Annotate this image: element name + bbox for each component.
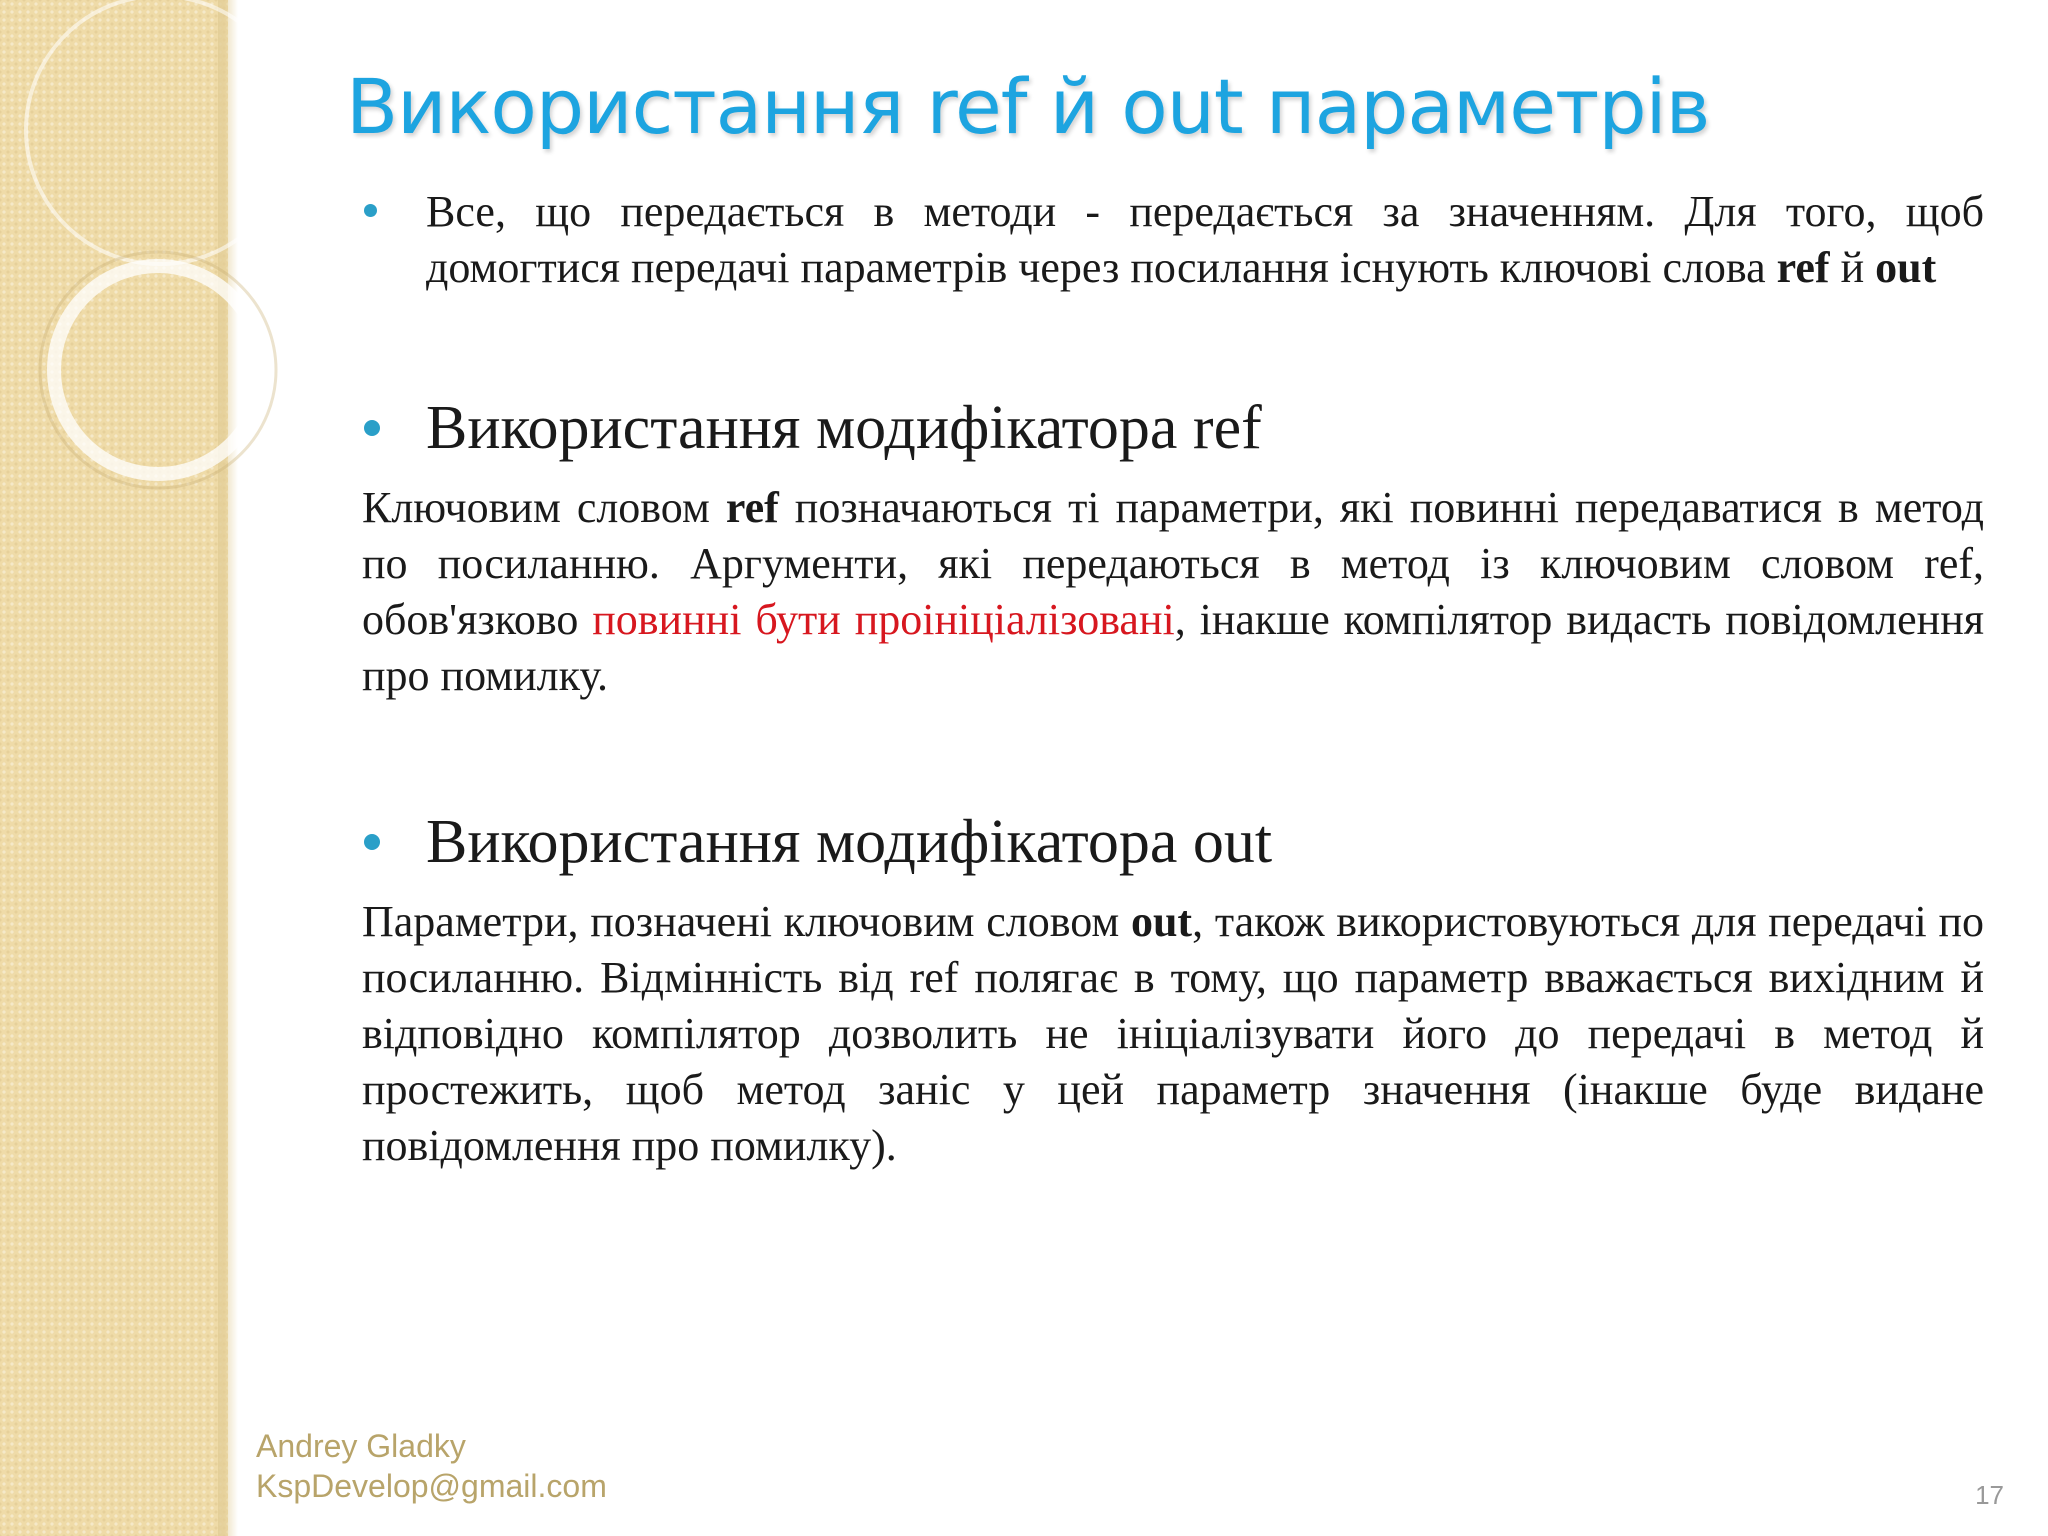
decorative-rings xyxy=(0,0,300,500)
ref-text-part1: Ключовим словом xyxy=(362,483,726,532)
page-number: 17 xyxy=(1975,1480,2004,1510)
ref-heading: Використання модифікатора ref xyxy=(426,394,1262,462)
ref-highlight: повинні бути проініціалізовані xyxy=(592,595,1175,644)
ref-description xyxy=(362,480,1984,704)
out-heading: Використання модифікатора out xyxy=(426,808,1273,876)
slide-content xyxy=(362,184,1984,1174)
out-keyword: out xyxy=(1130,897,1193,946)
slide-title: Використання ref й out параметрів xyxy=(346,62,1710,151)
footer-author: Andrey Gladky xyxy=(256,1428,466,1464)
bullet-dot-icon xyxy=(364,834,380,850)
out-text-part2: , також використовуються для передачі по посиланню. Відмінність від ref полягає в тому, що параметр вважається вихідним й відповідно компілятор дозволить не ініціалізувати його до передачі в метод й простежить, щоб метод заніс у цей параметр значення (інакше буде видане повідомлення про помилку). xyxy=(362,897,1985,1170)
intro-keyword-ref: ref xyxy=(1776,243,1830,292)
ref-text-part3: , інакше компілятор видасть повідомлення про помилку. xyxy=(362,595,1984,700)
out-description xyxy=(362,894,1984,1174)
footer-email: KspDevelop@gmail.com xyxy=(256,1468,607,1504)
ref-keyword: ref xyxy=(725,483,779,532)
ref-text-part2: позначаються ті параметри, які повинні передаватися в метод по посиланню. Аргументи, які передаються в метод із ключовим словом ref, обов'язково xyxy=(362,483,1984,644)
intro-keyword-out: out xyxy=(1875,243,1937,292)
out-text-part1: Параметри, позначені ключовим словом xyxy=(362,897,1131,946)
ref-heading-bullet xyxy=(362,392,1984,464)
bullet-dot-icon xyxy=(364,204,377,217)
out-heading-bullet xyxy=(362,806,1984,878)
intro-bullet xyxy=(362,184,1984,296)
intro-conjunction: й xyxy=(1829,243,1876,292)
intro-text: Все, що передається в методи - передається за значенням. Для того, щоб домогтися передачі параметрів через посилання існують ключові слова xyxy=(426,187,1984,292)
footer xyxy=(256,1426,607,1506)
bullet-dot-icon xyxy=(364,420,380,436)
